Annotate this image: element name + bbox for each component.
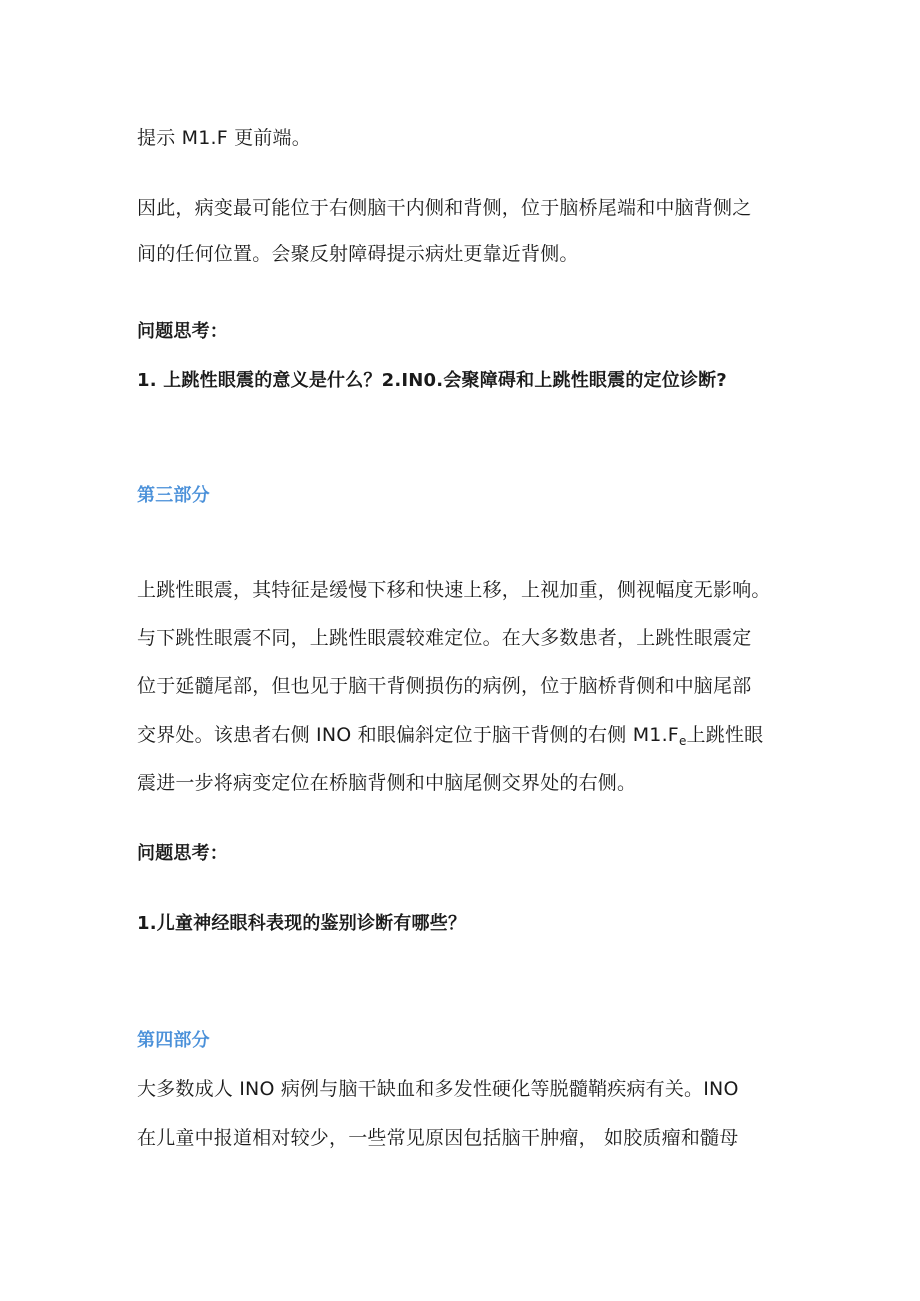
paragraph-line: 与下跳性眼震不同，上跳性眼震较难定位。在大多数患者，上跳性眼震定 [137,627,752,649]
paragraph-line: 大多数成人 INO 病例与脑干缺血和多发性硬化等脱髓鞘疾病有关。INO [137,1078,739,1100]
paragraph-line: 间的任何位置。会聚反射障碍提示病灶更靠近背侧。 [137,243,579,265]
paragraph-line: 提示 M1.F 更前端。 [137,127,311,149]
paragraph-text: 上跳性眼 [686,724,764,746]
question-title: 问题思考： [137,843,228,864]
question-title: 问题思考： [137,321,228,342]
paragraph-line: 上跳性眼震，其特征是缓慢下移和快速上移，上视加重，侧视幅度无影响。 [137,579,771,601]
question-text: 1.儿童神经眼科表现的鉴别诊断有哪些？ [137,913,467,934]
section-heading: 第三部分 [137,485,210,506]
paragraph-line: 因此，病变最可能位于右侧脑干内侧和背侧，位于脑桥尾端和中脑背侧之 [137,197,752,219]
paragraph-line: 震进一步将病变定位在桥脑背侧和中脑尾侧交界处的右侧。 [137,772,637,794]
paragraph-line: 在儿童中报道相对较少，一些常见原因包括脑干肿瘤， 如胶质瘤和髓母 [137,1127,739,1149]
section-heading: 第四部分 [137,1030,210,1051]
paragraph-text: 交界处。该患者右侧 INO 和眼偏斜定位于脑干背侧的右侧 M1.F [137,724,679,746]
subscript-text: e [678,734,687,748]
paragraph-line [137,723,763,753]
question-text: 1. 上跳性眼震的意义是什么？2.IN0.会聚障碍和上跳性眼震的定位诊断? [137,370,727,391]
paragraph-line: 位于延髓尾部，但也见于脑干背侧损伤的病例，位于脑桥背侧和中脑尾部 [137,675,752,697]
